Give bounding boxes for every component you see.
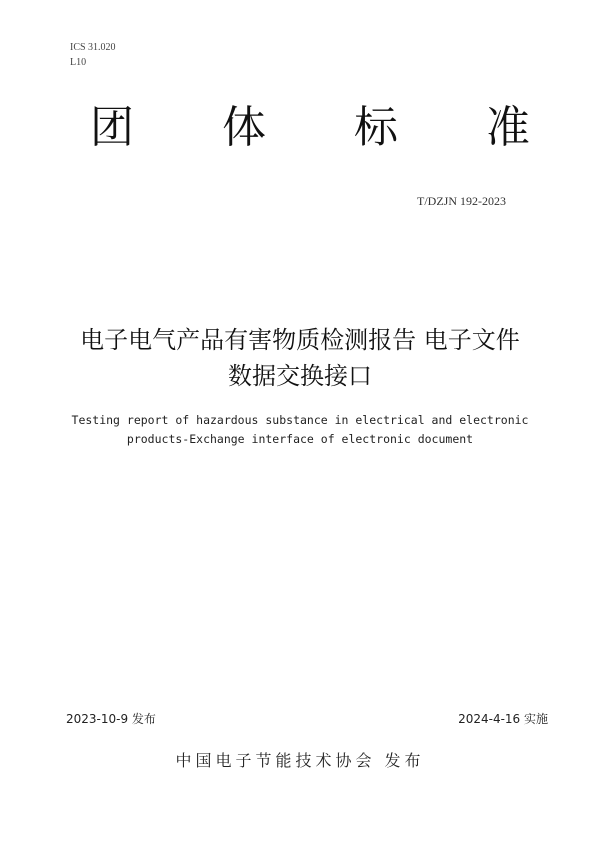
standard-type-char: 准 <box>486 102 530 153</box>
title-en-line-2: products-Exchange interface of electronic document <box>126 432 474 446</box>
standard-type-char: 标 <box>354 102 398 153</box>
title-cn-line-2: 数据交换接口 <box>228 362 372 390</box>
classification-code: L10 <box>70 57 87 68</box>
standard-type-char: 体 <box>222 102 266 153</box>
title-cn-line-1: 电子电气产品有害物质检测报告 电子文件 <box>80 326 520 354</box>
standard-type-char: 团 <box>90 102 134 153</box>
standard-type-heading <box>90 100 530 156</box>
implementation-date: 2024-4-16 实施 <box>458 712 548 726</box>
standard-number: T/DZJN 192-2023 <box>417 194 506 208</box>
issue-date: 2023-10-9 发布 <box>66 712 156 726</box>
ics-code: ICS 31.020 <box>70 42 116 53</box>
title-en-line-1: Testing report of hazardous substance in electrical and electronic <box>71 413 529 427</box>
publisher: 中国电子节能技术协会 发布 <box>175 751 425 770</box>
